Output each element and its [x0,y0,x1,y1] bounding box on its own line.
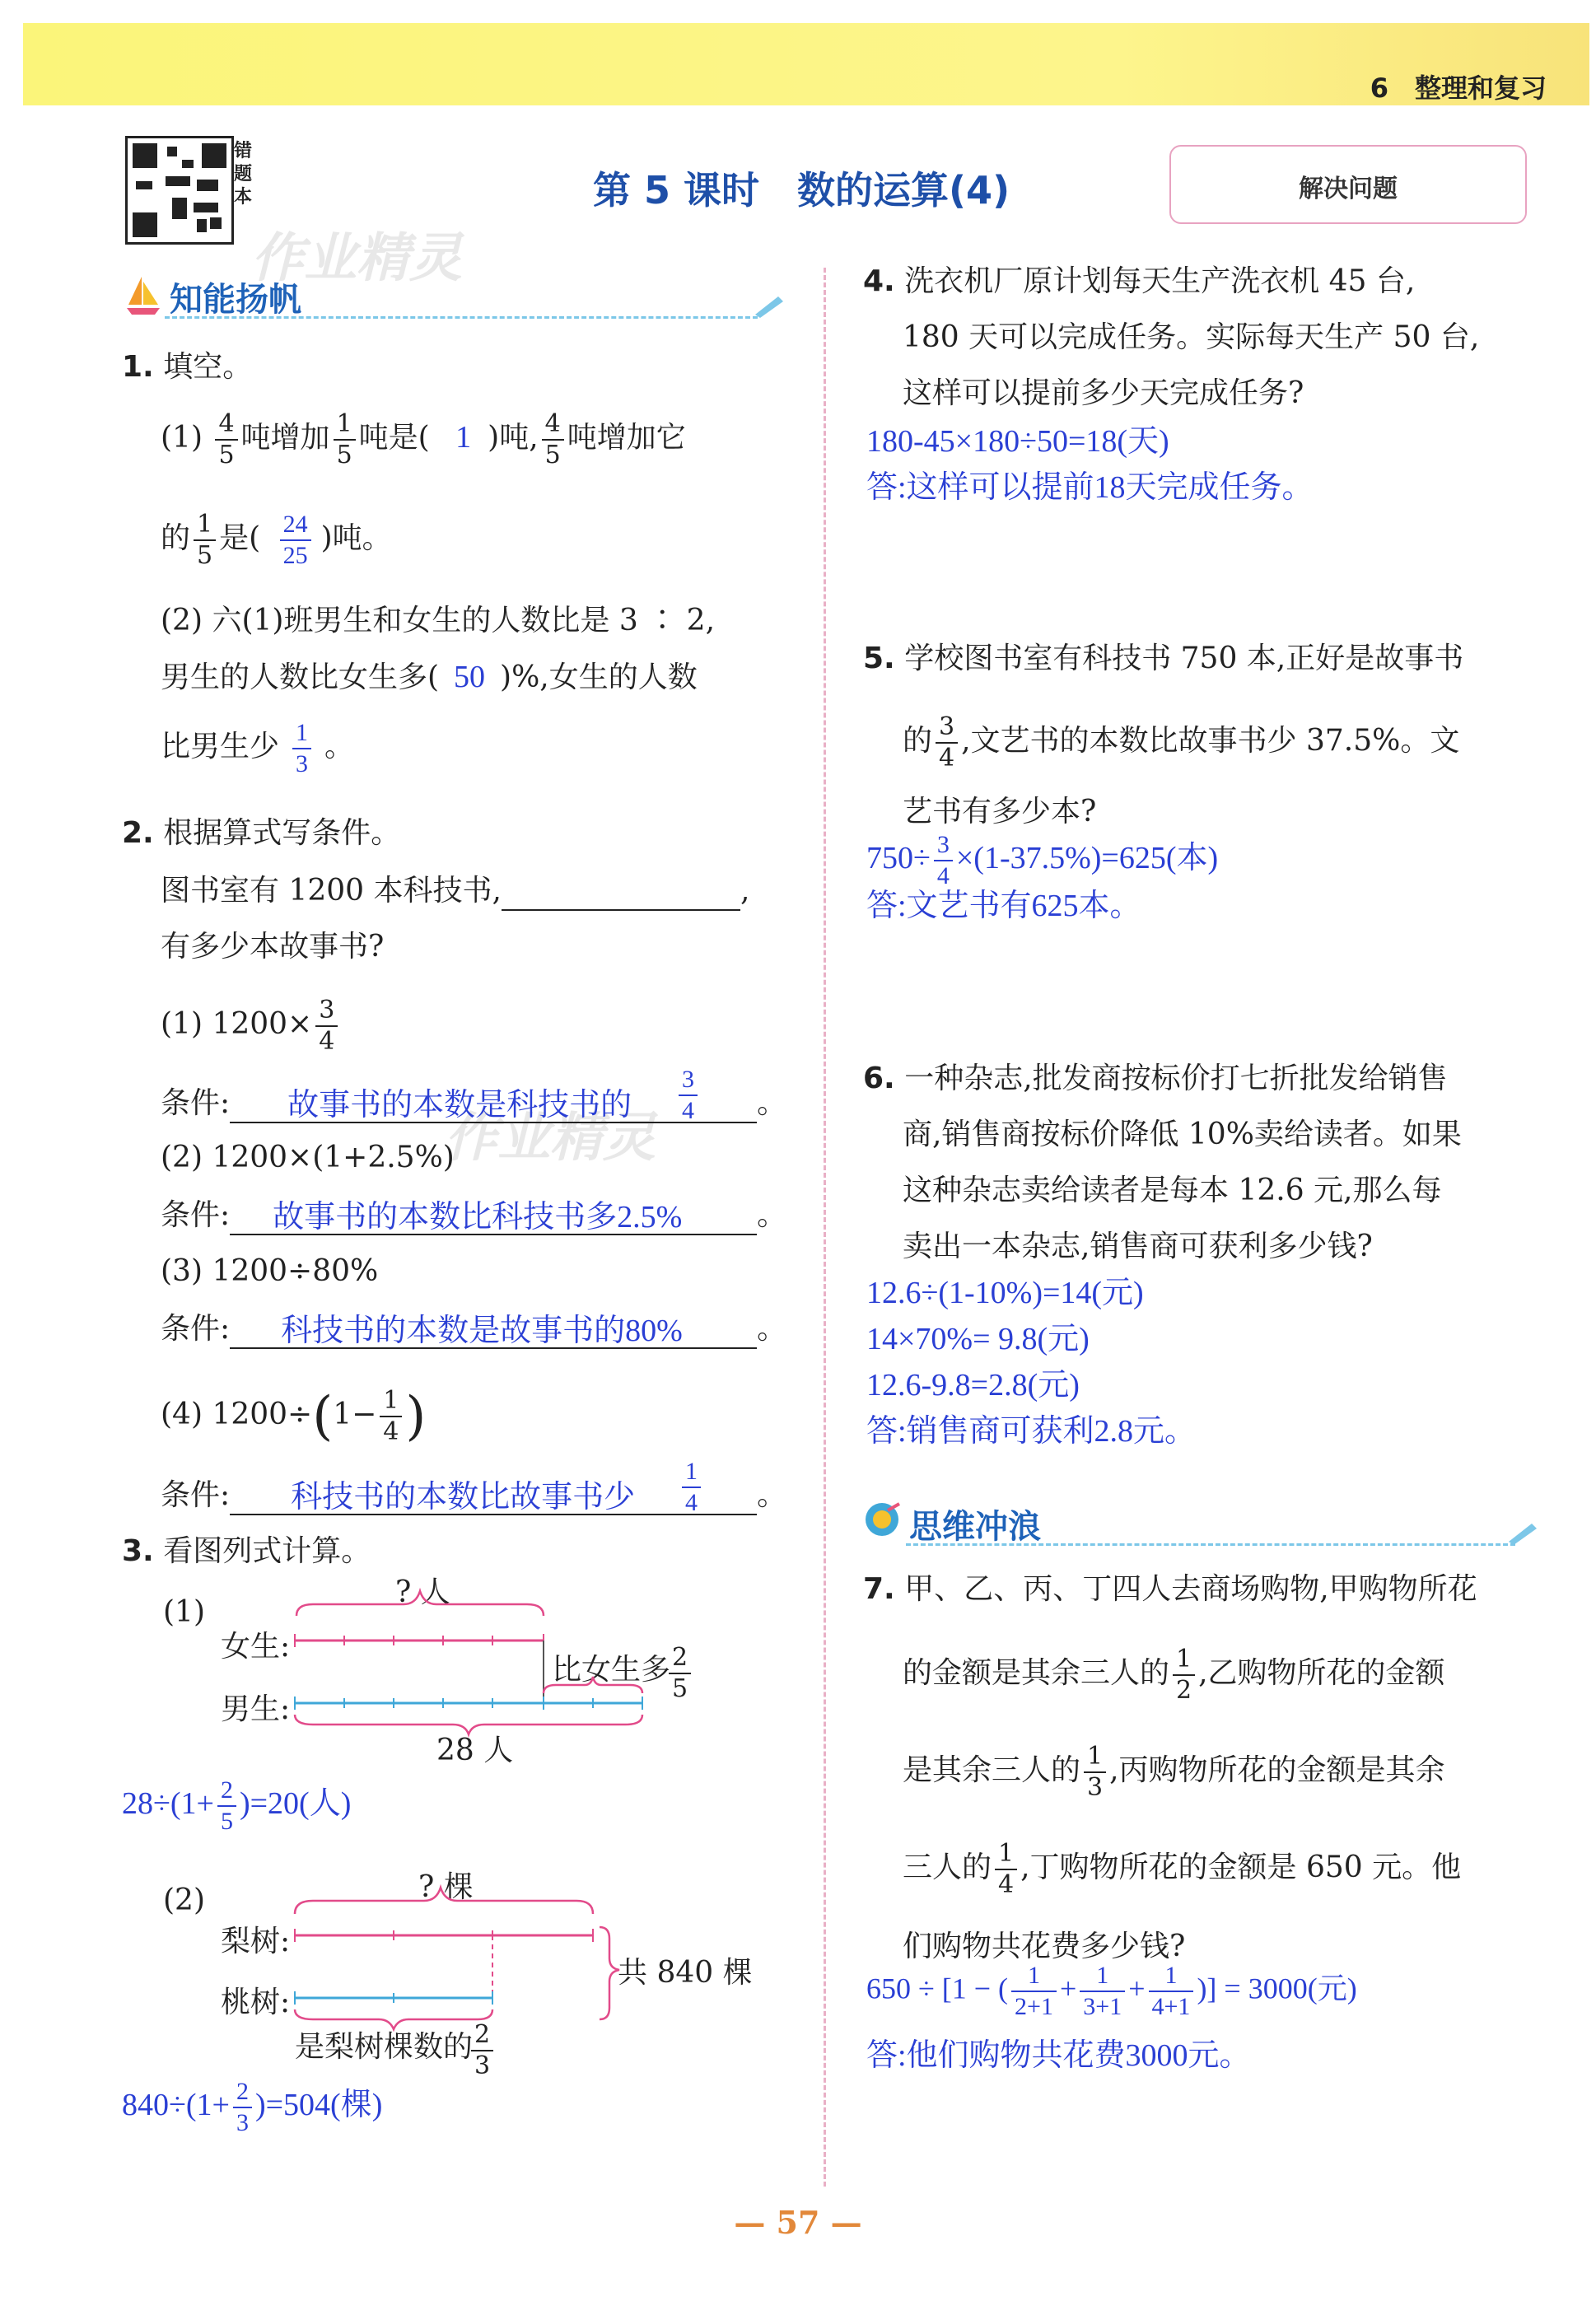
q7-answer-1: 650 ÷ [1 − ( $\frac{1}{2+1}$ + $\frac{1}{3+1}$ + $\frac{1}{4+1}$ )] = 3000(元) [866,1962,1357,2020]
answer-line [230,1480,757,1515]
section-underline [906,1543,1515,1546]
fraction: $\frac{1}{2}$ [1173,1647,1195,1703]
answer: 1 [455,420,472,455]
q4-answer-2: 答:这样可以提前18天完成任务。 [866,470,1314,505]
q4-answer-1: 180-45×180÷50=18(天) [866,424,1169,459]
fraction: $\frac{4}{5}$ [215,412,237,468]
q7-line2: 的金额是其余三人的 $\frac{1}{2}$ ,乙购物所花的金额 [903,1645,1445,1705]
watermark: 作业精灵 [445,1108,656,1169]
q3-answer-1: 28÷(1+ $\frac{2}{5}$ )=20(人) [122,1776,352,1836]
q5-line1: 5. 学校图书室有科技书 750 本,正好是故事书 [863,642,1464,675]
fraction: $\frac{1}{3}$ [1084,1744,1106,1800]
total-label: 共 840 棵 [618,1956,753,1990]
answer: 故事书的本数是科技书的 [287,1088,632,1122]
fraction: $\frac{1}{4+1}$ [1149,1963,1194,2019]
q2-expr4: (4) 1200÷(1− $\frac{1}{4}$ ) [161,1386,427,1447]
q1-stem [122,348,252,387]
q4-line1: 4. 洗衣机厂原计划每天生产洗衣机 45 台, [863,264,1416,298]
fraction: $\frac{1}{2+1}$ [1011,1963,1057,2019]
watermark: 作业精灵 [251,228,462,289]
q2-cond1: 条件: 故事书的本数是科技书的 。 [161,1084,786,1123]
girls-label: 女生: [221,1630,291,1664]
fraction: $\frac{4}{5}$ [542,412,564,468]
answer: 科技书的本数是故事书的80% [281,1314,683,1348]
q5-answer-1: 750÷ $\frac{3}{4}$ ×(1-37.5%)=625(本) [866,831,1219,890]
fraction: $\frac{1}{5}$ [194,512,216,568]
answer-fraction: $\frac{1}{3}$ [292,721,311,777]
peach-label: 桃树: [221,1986,291,2019]
fraction: $\frac{1}{4}$ [995,1841,1017,1897]
q2-expr3: (3) 1200÷80% [161,1254,379,1288]
fraction: $\frac{3}{4}$ [936,715,958,771]
diagram-label: (1) [163,1595,205,1629]
fraction: $\frac{3}{4}$ [934,833,953,889]
total-label: 28 人 [436,1734,514,1767]
q2-expr2: (2) 1200×(1+2.5%) [161,1141,455,1174]
section-underline [165,316,758,319]
answer: 科技书的本数比故事书少 [291,1480,636,1515]
q3-stem: 3. 看图列式计算。 [122,1534,371,1568]
q1-part2-line3: 比男生少 $\frac{1}{3}$ 。 [161,719,355,777]
q6-line4: 卖出一本杂志,销售商可获利多少钱? [903,1230,1373,1263]
fraction: $\frac{3}{4}$ [315,998,338,1054]
fraction: $\frac{1}{4}$ [380,1389,402,1445]
sail-icon [125,273,161,316]
q7-line4: 三人的 $\frac{1}{4}$ ,丁购物所花的金额是 650 元。他 [903,1839,1462,1899]
top-label: ? 棵 [418,1870,474,1904]
pencil-icon [1507,1520,1540,1545]
qr-code-icon[interactable] [125,136,234,245]
text: 吨增加 [240,421,330,455]
q5-line2: 的 $\frac{3}{4}$ ,文艺书的本数比故事书少 37.5%。文 [903,712,1460,772]
q1-number: 1. [122,350,154,384]
lightbulb-icon [863,1501,901,1538]
q2-stem: 2. 根据算式写条件。 [122,816,401,850]
text: )吨, [488,421,539,455]
page-number: — 57 — [734,2204,862,2241]
fraction: $\frac{2}{3}$ [471,2023,493,2079]
segment-diagram-1 [115,1573,807,1771]
text: (1) [161,421,203,455]
diagram-2 [115,1868,807,2082]
q6-answer-3: 12.6-9.8=2.8(元) [866,1368,1080,1403]
q7-line1: 7. 甲、乙、丙、丁四人去商场购物,甲购物所花 [863,1572,1477,1606]
q5-line3: 艺书有多少本? [903,795,1097,828]
diagram-label: (2) [163,1883,205,1917]
q2-cond4: 条件: 科技书的本数比故事书少 。 [161,1476,786,1515]
header-band [23,23,1589,105]
fraction: $\frac{2}{3}$ [233,2079,252,2135]
topic-tag [1169,145,1527,224]
topic-tag-label: 解决问题 [1299,175,1398,203]
q6-line1: 6. 一种杂志,批发商按标价打七折批发给销售 [863,1062,1448,1095]
q6-line2: 商,销售商按标价降低 10%卖给读者。如果 [903,1118,1462,1151]
segment-diagram-2 [115,1868,807,2082]
qr-label: 错题本 [234,141,253,208]
fraction: $\frac{2}{5}$ [669,1645,691,1701]
q7-line3: 是其余三人的 $\frac{1}{3}$ ,丙购物所花的金额是其余 [903,1742,1445,1802]
diagram-1 [115,1573,807,1771]
fraction: $\frac{2}{5}$ [217,1778,236,1834]
answer-fraction: $\frac{24}{25}$ [280,512,311,568]
q2-line1: 图书室有 1200 本科技书, , [161,871,749,911]
note-label: 是梨树棵数的 [295,2030,474,2064]
q4-line2: 180 天可以完成任务。实际每天生产 50 台, [903,320,1480,354]
q6-answer-2: 14×70%= 9.8(元) [866,1322,1090,1356]
lesson-title: 第 5 课时 数的运算(4) [593,168,1010,212]
pencil-icon [754,293,786,318]
section-title-left: 知能扬帆 [170,281,301,319]
q5-answer-2: 答:文艺书有625本。 [866,889,1141,923]
q4-line3: 这样可以提前多少天完成任务? [903,376,1304,410]
q6-line3: 这种杂志卖给读者是每本 12.6 元,那么每 [903,1174,1442,1207]
boys-label: 男生: [221,1692,291,1726]
q6-answer-4: 答:销售商可获利2.8元。 [866,1414,1197,1449]
fraction: $\frac{1}{3+1}$ [1080,1963,1125,2019]
fraction: $\frac{1}{5}$ [334,412,356,468]
q1-text: 填空。 [163,350,253,384]
more-label: 比女生多 [552,1653,671,1687]
answer: 故事书的本数比科技书多2.5% [273,1200,683,1235]
q1-part2-line1: (2) 六(1)班男生和女生的人数比是 3 ∶ 2, [161,604,716,637]
column-divider [824,268,826,2187]
text: 吨增加它 [567,421,686,455]
q1-part1-line1 [161,409,686,469]
chapter-label: 6 整理和复习 [1370,72,1547,104]
answer-line [230,1314,757,1349]
q2-cond3: 条件: 科技书的本数是故事书的80% 。 [161,1309,786,1349]
answer: 50 [454,660,486,694]
text: 吨是( [358,421,430,455]
q2-line2: 有多少本故事书? [161,930,385,964]
blank[interactable] [502,880,740,911]
q2-cond2: 条件: 故事书的本数比科技书多2.5% 。 [161,1196,786,1235]
q3-answer-2: 840÷(1+ $\frac{2}{3}$ )=504(棵) [122,2078,383,2137]
q1-part2-line2: 男生的人数比女生多( 50 )%,女生的人数 [161,660,698,694]
pear-label: 梨树: [221,1925,291,1958]
q2-expr1: (1) 1200× $\frac{3}{4}$ [161,998,341,1054]
top-label: ? 人 [395,1575,450,1609]
q7-answer-2: 答:他们购物共花费3000元。 [866,2038,1251,2073]
answer-fraction: $\frac{3}{4}$ [679,1067,698,1123]
q6-answer-1: 12.6÷(1-10%)=14(元) [866,1276,1144,1310]
section-title-right: 思维冲浪 [909,1508,1041,1546]
answer-fraction: $\frac{1}{4}$ [682,1459,701,1515]
answer-line [230,1200,757,1235]
q1-part1-line2: 的 $\frac{1}{5}$ 是( $\frac{24}{25}$ )吨。 [161,510,392,570]
q7-line5: 们购物共花费多少钱? [903,1930,1186,1963]
